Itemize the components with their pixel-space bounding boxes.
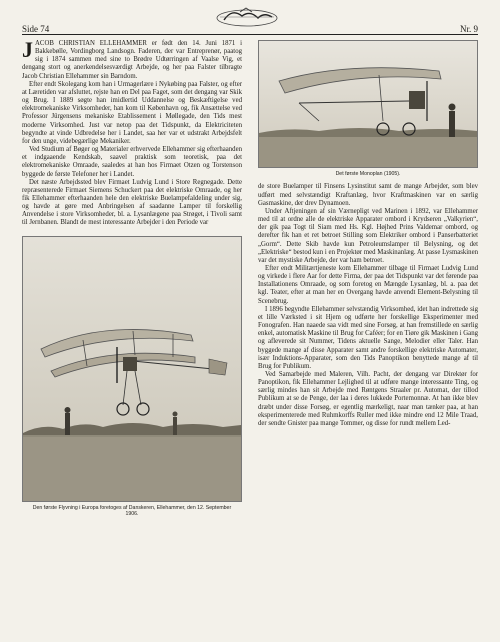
photo-caption-first-flight: Den første Flyvning i Europa foretoges af Danskeren, Ellehammer, den 12. September 1906. (32, 504, 232, 517)
article-paragraph: Efter endt Skolegang kom han i Urmagerlære i Nykøbing paa Falster, og efter at Læretiden var afsluttet, rejste han en Del paa Faget, som det dengang var Skik og Brug. I 1889 søgte han imidlertid Uddannelse og Beskæftigelse ved elektromekaniske Virksomheder, han kom til København og, fik Ansættelse ved Professor Jürgensens mekaniske Etablissement i Møllegade, den Tids mest moderne Virksomhed. Just var netop paa det Tidspunkt, da Elektriciteten begyndte at vinde Udbredelse her i Landet, saa her var et udstrakt Arbejdsfelt for den unge, videbegærlige Mekaniker. (22, 80, 242, 145)
page-number-left: Side 74 (22, 24, 50, 34)
article-paragraph: de store Buelamper til Finsens Lysinstitut samt de mange Arbejder, som blev udført med selvstændigt Kraftanlæg, hvor Kraftmaskinen var en særlig Gasmaskine, der drev Dynamoen. (258, 183, 478, 207)
header-rule (22, 34, 478, 35)
article-paragraph: Det næste Arbejdssted blev Firmaet Ludvig Lund i Store Regnegade. Dette repræsenterede Firmaet Siemens Schuckert paa det elektriske Omraade, og her fik Ellehammer efterhaanden hele den elektriske Buelampefaldeling under sig, og havde at gøre med Anbringelsen af saadanne Lamper til forskellig Anvendelse i store Virksomheder, bl. a. Lysanlægene paa Strøget, i Tivoli samt til Jernbanen. Blandt de mest interessante Arbejder i den Periode var (22, 178, 242, 227)
photo-first-monoplane (258, 40, 478, 168)
aircraft-photo-icon (23, 237, 241, 501)
left-article-text (22, 37, 242, 228)
right-article-text (258, 183, 478, 428)
magazine-logo-icon (212, 6, 282, 28)
page-number-right: Nr. 9 (460, 24, 478, 34)
article-paragraph (22, 37, 242, 81)
left-column (22, 37, 242, 517)
right-column (258, 40, 478, 428)
page-header (22, 6, 478, 36)
article-paragraph: Under Aftjeningen af sin Værnepligt ved Marinen i 1892, var Ellehammer med til at ordne alle de elektriske Apparater ombord i Krydseren „Valkyrien“, der gik paa Togt til Siam med Hs. Kgl. Højhed Prins Valdemar ombord, og derefter fik han et ret betroet Stilling som Elektriker ombord i Panserbatteriet „Gorm“. Dette Skib havde kun Petroleumslamper til Belysning, og det „Elektriske“ bestod kun i en Projektør med Maskinanlæg. At passe Lysmaskinen var det mystiske Arbejde, der var ham betroet. (258, 207, 478, 264)
drop-cap: J (22, 37, 33, 62)
article-paragraph: I 1896 begyndte Ellehammer selvstændig Virksomhed, idet han indrettede sig et lille Værksted i sit Hjem og udførte her forskellige Eksperimenter med Fonografen. Han naaede saa vidt med sine Forsøg, at han fremstillede en særlig enkel, automatisk Maskine til Brug for Caféer; for en Tiøre gik Maskinen i Gang og afleverede sit Nummer, Tidens aktuelle Sange, Melodier eller Taler. Han byggede mange af disse Apparater samt andre forskellige elektriske Automater, især Induktions-Apparater, som den Tids Panoptikon benyttede mange af til Brug for Publikum. (258, 305, 478, 370)
article-paragraph: Ved Samarbejde med Maleren, Vilh. Pacht, der dengang var Direktør for Panoptikon, fik Ellehammer Lejlighed til at udføre mange interessante Ting, og særlig mindes han sit Arbejde med Røntgens Straaler pr. Automat, der tillod Publikum at se de Penge, der laa i deres lukkede Portemonnæ. At han ikke blev dræbt under disse Forsøg, er egentlig mærkeligt, naar man tænker paa, at han eksperimenterede med Ruhmkorffs Ruller med ikke mindre end 12 Mile Traad, der sendte Gnister paa mange Tommer, og disse for rundt mellem Led- (258, 371, 478, 427)
photo-first-flight (22, 236, 242, 502)
photo-caption-monoplane: Det første Monoplan (1905). (335, 171, 401, 177)
article-paragraph: Efter endt Militærtjeneste kom Ellehammer tilbage til Firmaet Ludvig Lund og virkede i flere Aar for dette Firma, der paa det Tidspunkt var det førende paa Installationens Omraade, og som foretog en Mængde Lysanlæg, bl. a. paa det kgl. Teater, efter at man her en Overgang havde anvendt Element-Belysning til Scenebrug. (258, 264, 478, 305)
paragraph-text: ACOB CHRISTIAN ELLEHAMMER er født den 14. Juni 1871 i Bakkebølle, Vordingborg Landsogn. Faderen, der var Entreprenør, paatog sig i 1874 sammen med sine to Brødre Udtørringen af Vaalse Vig, et dengang stort og anerkendelsesværdigt Arbejde, og her paa Falster tilbragte Jacob Christian Ellehammer sin Barndom. (22, 40, 242, 80)
monoplane-photo-icon (259, 41, 477, 167)
article-paragraph: Ved Studium af Bøger og Materialer erhvervede Ellehammer sig efterhaanden et indgaaende Kendskab, saavel praktisk som teoretisk, paa det elektromekaniske Omraade, saaledes at han hos Firmaet Otzen og Torstenson byggede de første Telefoner her i Landet. (22, 146, 242, 178)
